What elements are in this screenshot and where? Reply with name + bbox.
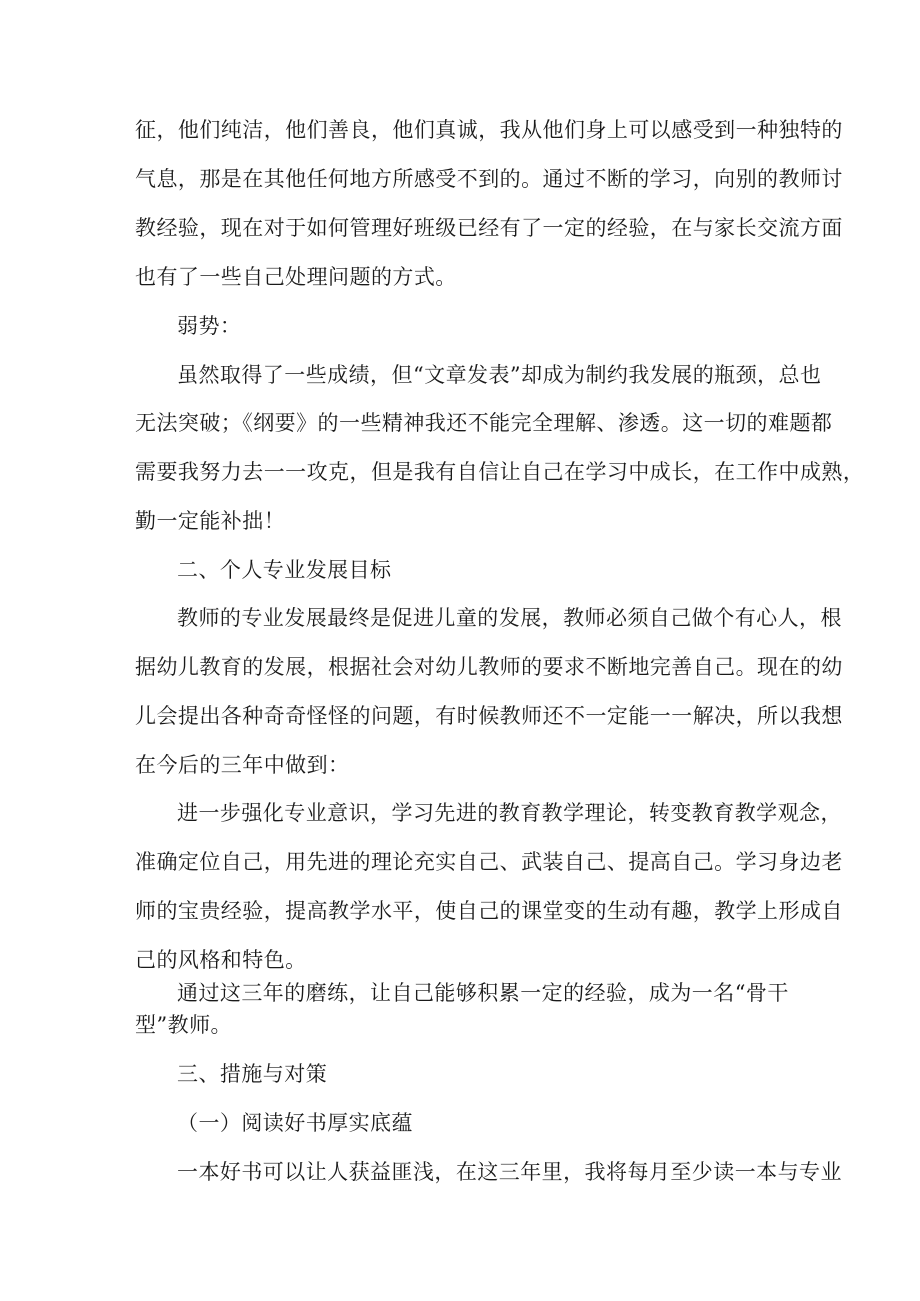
body-text-line: 准确定位自己，用先进的理论充实自己、武装自己、提高自己。学习身边老 <box>135 850 843 874</box>
subsection-heading: （一）阅读好书厚实底蕴 <box>177 1111 413 1135</box>
body-text-line: 儿会提出各种奇奇怪怪的问题，有时候教师还不一定能一一解决，所以我想 <box>135 704 843 728</box>
body-text-line: 征，他们纯洁，他们善良，他们真诚，我从他们身上可以感受到一种独特的 <box>135 118 843 142</box>
body-text-line: 据幼儿教育的发展，根据社会对幼儿教师的要求不断地完善自己。现在的幼 <box>135 655 843 679</box>
body-text-line: 也有了一些自己处理问题的方式。 <box>135 265 457 289</box>
body-text-line: 虽然取得了一些成绩，但“文章发表”却成为制约我发展的瓶颈，总也 <box>177 363 822 387</box>
body-text-line: 型”教师。 <box>135 1013 232 1037</box>
body-text-line: 勤一定能补拙！ <box>135 509 286 533</box>
body-text-line: 通过这三年的磨练，让自己能够积累一定的经验，成为一名“骨干 <box>177 981 789 1005</box>
body-text-line: 己的风格和特色。 <box>135 948 307 972</box>
body-text-line: 进一步强化专业意识，学习先进的教育教学理论，转变教育教学观念， <box>177 801 842 825</box>
body-text-line: 气息，那是在其他任何地方所感受不到的。通过不断的学习，向别的教师讨 <box>135 167 843 191</box>
body-text-line: 师的宝贵经验，提高教学水平，使自己的课堂变的生动有趣，教学上形成自 <box>135 899 843 923</box>
body-text-line: 一本好书可以让人获益匪浅，在这三年里，我将每月至少读一本与专业 <box>177 1160 842 1184</box>
body-text-line: 教师的专业发展最终是促进儿童的发展，教师必须自己做个有心人，根 <box>177 606 842 630</box>
body-text-line: 需要我努力去一一攻克，但是我有自信让自己在学习中成长，在工作中成熟， <box>135 460 865 484</box>
body-text-line: 在今后的三年中做到： <box>135 753 350 777</box>
section-subheading: 弱势： <box>177 314 242 338</box>
section-heading: 二、个人专业发展目标 <box>177 558 392 582</box>
body-text-line: 教经验，现在对于如何管理好班级已经有了一定的经验，在与家长交流方面 <box>135 216 843 240</box>
body-text-line: 无法突破；《纲要》的一些精神我还不能完全理解、渗透。这一切的难题都 <box>135 411 833 435</box>
section-heading: 三、措施与对策 <box>177 1062 328 1086</box>
